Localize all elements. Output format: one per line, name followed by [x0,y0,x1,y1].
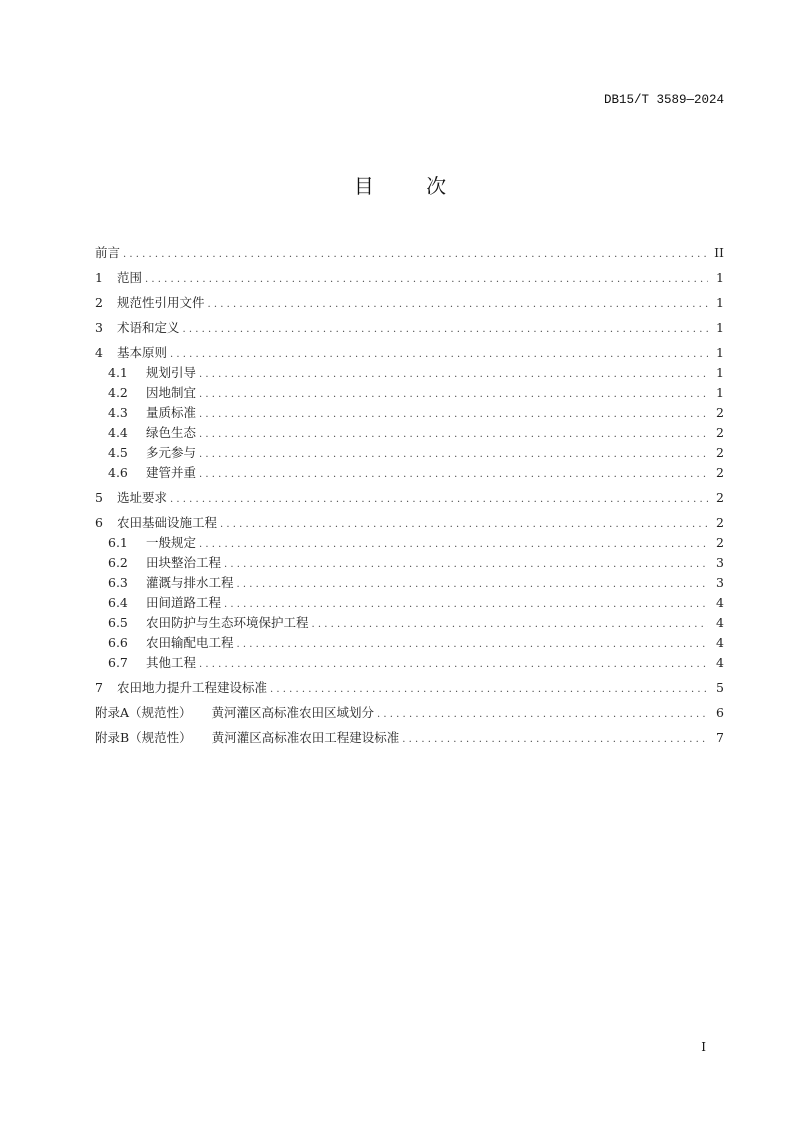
toc-entry-label: 建管并重 [146,465,197,480]
toc-entry-5[interactable] [95,488,724,508]
toc-page-number: 6 [716,705,724,720]
toc-entry-6[interactable] [95,513,724,533]
standard-code: DB15/T 3589—2024 [603,93,724,107]
toc-leader-dots [220,515,708,535]
toc-entry-number: 6.6 [108,635,128,650]
toc-entry-label: 范围 [117,270,143,285]
toc-page-number: 2 [716,490,724,505]
toc-entry-6-6[interactable] [95,633,724,653]
toc-page-number: II [714,245,724,260]
toc-entry-4-1[interactable] [95,363,724,383]
toc-entry-label: 田间道路工程 [146,595,222,610]
toc-entry-6-1[interactable] [95,533,724,553]
toc-entry-appendix-a[interactable] [95,703,724,723]
toc-leader-dots [312,615,708,635]
toc-entry-number: 附录B（规范性） [95,730,192,745]
toc-entry-number: 4.5 [108,445,128,460]
toc-entry-number: 1 [95,270,103,285]
toc-leader-dots [199,385,708,405]
toc-entry-label: 灌溉与排水工程 [146,575,234,590]
toc-page-number: 2 [716,425,724,440]
toc-entry-6-7[interactable] [95,653,724,673]
toc-entry-label: 术语和定义 [117,320,180,335]
toc-page-number: 2 [716,535,724,550]
toc-entry-label: 农田防护与生态环境保护工程 [146,615,309,630]
toc-leader-dots [170,345,708,365]
toc-leader-dots [199,445,708,465]
toc-entry-foreword[interactable] [95,243,724,263]
toc-entry-number: 2 [95,295,103,310]
toc-page-number: 3 [716,575,724,590]
toc-entry-label: 规范性引用文件 [117,295,205,310]
toc-entry-number: 4.1 [108,365,128,380]
toc-leader-dots [199,405,708,425]
toc-entry-label: 农田基础设施工程 [117,515,218,530]
toc-page-number: 3 [716,555,724,570]
toc-leader-dots [145,270,708,290]
toc-page-number: 1 [716,270,724,285]
toc-leader-dots [199,535,708,555]
toc-entry-number: 4.6 [108,465,128,480]
toc-entry-number: 6.3 [108,575,128,590]
toc-leader-dots [377,705,708,725]
toc-entry-label: 田块整治工程 [146,555,222,570]
toc-entry-2[interactable] [95,293,724,313]
toc-leader-dots [237,635,708,655]
toc-page-number: 4 [716,635,724,650]
toc-entry-number: 6.5 [108,615,128,630]
toc-page-number: 2 [716,465,724,480]
toc-leader-dots [402,730,708,750]
toc-entry-6-2[interactable] [95,553,724,573]
toc-entry-label: 规划引导 [146,365,197,380]
toc-entry-number: 6.4 [108,595,128,610]
toc-entry-number: 6.1 [108,535,128,550]
toc-entry-label: 量质标准 [146,405,197,420]
toc-entry-6-3[interactable] [95,573,724,593]
toc-leader-dots [199,465,708,485]
toc-entry-label: 选址要求 [117,490,168,505]
page-title-char-1: 目 [353,174,374,198]
toc-page-number: 1 [716,320,724,335]
toc-entry-7[interactable] [95,678,724,698]
toc-entry-4-5[interactable] [95,443,724,463]
toc-leader-dots [270,680,708,700]
toc-entry-number: 6 [95,515,103,530]
toc-page-number: 2 [716,515,724,530]
toc-page-number: 2 [716,405,724,420]
toc-entry-label: 其他工程 [146,655,197,670]
toc-entry-4-4[interactable] [95,423,724,443]
toc-entry-label: 基本原则 [117,345,168,360]
toc-entry-4[interactable] [95,343,724,363]
toc-entry-4-2[interactable] [95,383,724,403]
toc-leader-dots [224,595,708,615]
toc-entry-number: 附录A（规范性） [95,705,192,720]
toc-page-number: 1 [716,345,724,360]
toc-page-number: 7 [716,730,724,745]
toc-entry-number: 4.4 [108,425,128,440]
toc-leader-dots [208,295,708,315]
toc-entry-label: 前言 [95,245,121,260]
toc-page-number: 1 [716,295,724,310]
toc-entry-number: 4.3 [108,405,128,420]
toc-leader-dots [199,425,708,445]
toc-leader-dots [183,320,708,340]
toc-entry-number: 5 [95,490,103,505]
toc-leader-dots [199,365,708,385]
footer-page-number: I [701,1040,706,1054]
page-title-char-2: 次 [426,174,447,198]
page-title [0,170,800,199]
toc-entry-label: 多元参与 [146,445,197,460]
toc-page-number: 5 [716,680,724,695]
toc-leader-dots [123,245,708,265]
toc-entry-label: 因地制宜 [146,385,197,400]
toc-page-number: 4 [716,595,724,610]
toc-leader-dots [199,655,708,675]
toc-entry-3[interactable] [95,318,724,338]
toc-entry-label: 绿色生态 [146,425,197,440]
toc-leader-dots [170,490,708,510]
toc-entry-number: 7 [95,680,103,695]
toc-entry-label: 黄河灌区高标准农田工程建设标准 [211,730,400,745]
toc-page-number: 2 [716,445,724,460]
toc-page-number: 1 [716,385,724,400]
table-of-contents [95,243,724,748]
toc-entry-label: 农田输配电工程 [146,635,234,650]
toc-page-number: 1 [716,365,724,380]
toc-entry-1[interactable] [95,268,724,288]
toc-page-number: 4 [716,655,724,670]
toc-entry-label: 黄河灌区高标准农田区域划分 [211,705,375,720]
toc-entry-number: 3 [95,320,103,335]
toc-entry-6-5[interactable] [95,613,724,633]
toc-entry-number: 4.2 [108,385,128,400]
toc-leader-dots [237,575,708,595]
toc-entry-number: 6.2 [108,555,128,570]
toc-entry-appendix-b[interactable] [95,728,724,748]
toc-entry-label: 一般规定 [146,535,197,550]
toc-entry-number: 6.7 [108,655,128,670]
toc-entry-number: 4 [95,345,103,360]
toc-entry-4-6[interactable] [95,463,724,483]
toc-page-number: 4 [716,615,724,630]
toc-entry-label: 农田地力提升工程建设标准 [117,680,268,695]
toc-entry-4-3[interactable] [95,403,724,423]
toc-entry-6-4[interactable] [95,593,724,613]
toc-leader-dots [224,555,708,575]
